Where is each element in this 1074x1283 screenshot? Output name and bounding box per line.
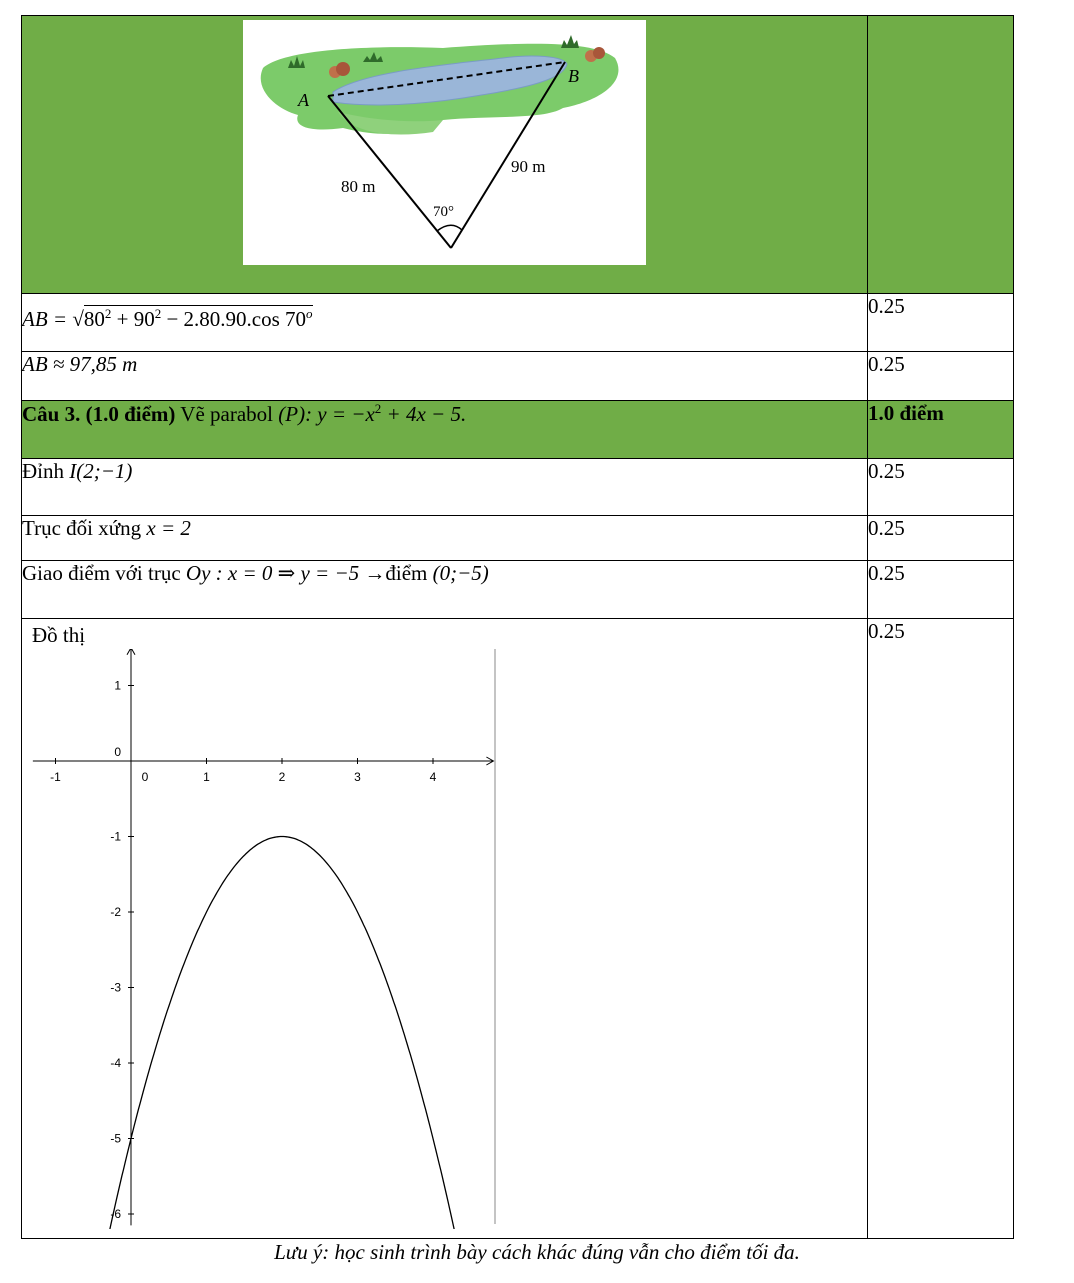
figure-score-cell (868, 16, 1014, 294)
x-tick-label: 0 (141, 770, 149, 784)
step-ab-value: AB ≈ 97,85 m (22, 352, 868, 401)
graph-label: Đồ thị (32, 623, 86, 647)
x-tick-label: 4 (429, 770, 437, 784)
score: 0.25 (868, 516, 1014, 561)
angle-label: 70° (433, 204, 454, 220)
score: 0.25 (868, 352, 1014, 401)
y-tick-label: -6 (110, 1207, 121, 1221)
score: 0.25 (868, 459, 1014, 516)
lake-figure (243, 20, 646, 265)
parabola-curve (108, 837, 455, 1230)
score: 0.25 (868, 561, 1014, 619)
parabola-graph (22, 649, 502, 1229)
x-tick-label: 2 (278, 770, 286, 784)
angle-arc (437, 225, 462, 231)
y-tick-label: -2 (110, 905, 121, 919)
y-tick-label: -3 (110, 980, 121, 995)
point-b-label: B (568, 66, 579, 86)
q3-header: Câu 3. (1.0 điểm) Vẽ parabol (P): $y = -x^2 + 4x - 5$. (22, 401, 868, 459)
vertex-row: Đỉnh I(2;−1) (22, 459, 868, 516)
answer-table (21, 15, 1014, 1239)
intercept-row: Giao điểm với trục Oy : x = 0 ⇒ y = −5 →điểm (0;−5) (22, 561, 868, 619)
x-tick-label: 3 (354, 770, 361, 784)
q3-score: 1.0 điểm (868, 401, 1014, 459)
x-tick-label: -1 (50, 770, 61, 784)
graph-cell (22, 619, 868, 1239)
step-ab-formula: AB = $√80^2 + 90^2 - 2.80.90.\cos$ 70$^o$ (22, 294, 868, 352)
side-left-label: 80 m (341, 177, 376, 196)
footnote: Lưu ý: học sinh trình bày cách khác đúng vẫn cho điểm tối đa. (274, 1240, 800, 1264)
y-tick-label: 1 (114, 678, 121, 693)
score: 0.25 (868, 619, 1014, 1239)
axis-row: Trục đối xứng x = 2 (22, 516, 868, 561)
side-right-label: 90 m (511, 157, 546, 176)
point-a-label: A (298, 90, 309, 110)
y-tick-label: -1 (110, 829, 121, 844)
x-tick-label: 1 (203, 770, 210, 784)
y-tick-label: -4 (110, 1056, 121, 1070)
figure-cell (22, 16, 868, 294)
y-tick-label: -5 (110, 1131, 121, 1146)
y-tick-label: 0 (114, 745, 121, 759)
score: 0.25 (868, 294, 1014, 352)
